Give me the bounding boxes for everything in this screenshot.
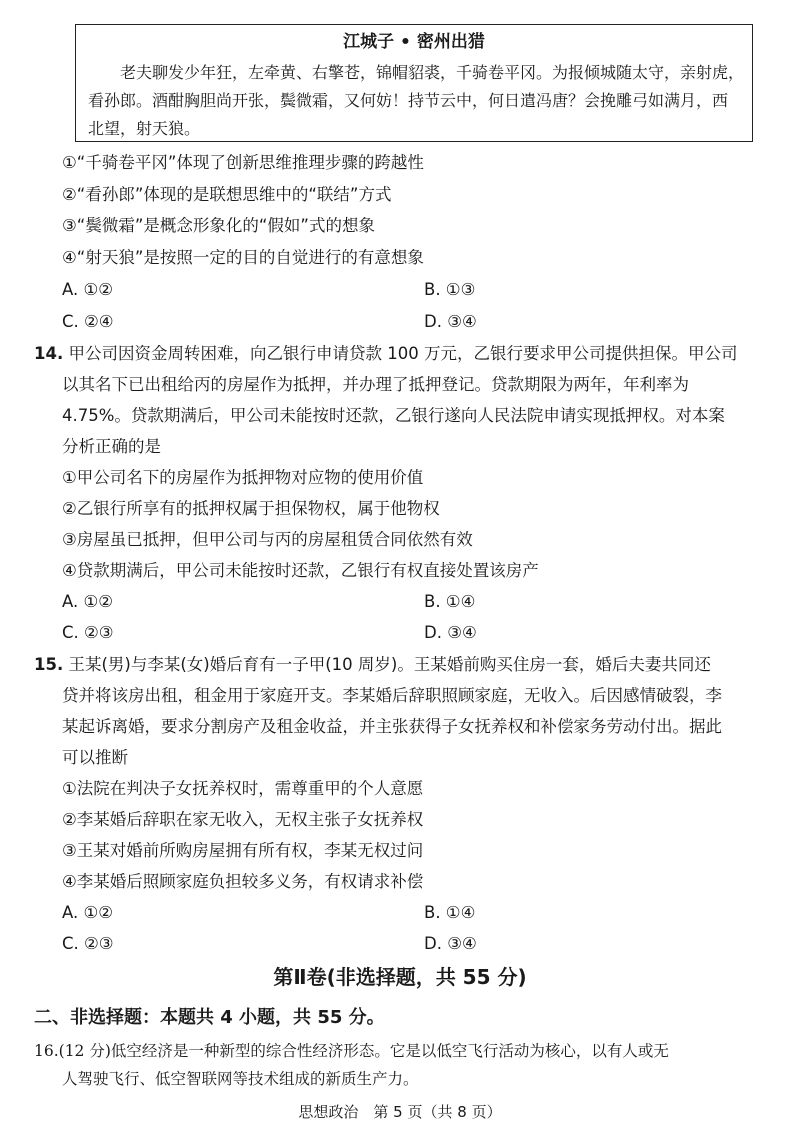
q14-option-a: A. ①② — [62, 592, 114, 611]
poem-title: 江城子 • 密州出猎 — [343, 32, 485, 52]
poem-box — [75, 24, 753, 142]
poem-line: 看孙郎。酒酣胸胆尚开张，鬓微霜，又何妨！持节云中，何日遣冯唐？会挽雕弓如满月，西 — [88, 91, 729, 110]
q15-stem-line1: 王某(男)与李某(女)婚后育有一子甲(10 周岁)。王某婚前购买住房一套，婚后夫妻共同还 — [68, 655, 711, 674]
q14-option-b: B. ①④ — [424, 592, 476, 611]
q13-statement-1: ①“千骑卷平冈”体现了创新思维推理步骤的跨越性 — [62, 153, 424, 172]
q15-statement-3: ③王某对婚前所购房屋拥有所有权，李某无权过问 — [62, 841, 424, 860]
q15-statement-2: ②李某婚后辞职在家无收入，无权主张子女抚养权 — [62, 810, 424, 829]
q14-number: 14. — [34, 344, 64, 363]
q15-stem-line2: 贷并将该房出租，租金用于家庭开支。李某婚后辞职照顾家庭，无收入。后因感情破裂，李 — [62, 686, 722, 705]
q15-stem-line3: 某起诉离婚，要求分割房产及租金收益，并主张获得子女抚养权和补偿家务劳动付出。据此 — [62, 717, 722, 736]
q13-statement-4: ④“射天狼”是按照一定的目的自觉进行的有意想象 — [62, 248, 424, 267]
q15-option-b: B. ①④ — [424, 903, 476, 922]
q15-option-d: D. ③④ — [424, 934, 477, 953]
q15-option-a: A. ①② — [62, 903, 114, 922]
q14-statement-3: ③房屋虽已抵押，但甲公司与丙的房屋租赁合同依然有效 — [62, 530, 473, 549]
q15-stem — [34, 652, 711, 678]
q13-option-c: C. ②④ — [62, 312, 114, 331]
poem-line: 老夫聊发少年狂，左牵黄、右擎苍，锦帽貂裘，千骑卷平冈。为报倾城随太守，亲射虎， — [120, 63, 745, 82]
q14-statement-1: ①甲公司名下的房屋作为抵押物对应物的使用价值 — [62, 468, 424, 487]
q14-statement-4: ④贷款期满后，甲公司未能按时还款，乙银行有权直接处置该房产 — [62, 561, 539, 580]
section-subtitle: 二、非选择题：本题共 4 小题，共 55 分。 — [34, 1007, 385, 1028]
q15-option-c: C. ②③ — [62, 934, 114, 953]
q16-line2: 人驾驶飞行、低空智联网等技术组成的新质生产力。 — [62, 1070, 419, 1088]
q13-option-b: B. ①③ — [424, 280, 476, 299]
section-title: 第Ⅱ卷(非选择题，共 55 分) — [273, 965, 527, 989]
q15-stem-line4: 可以推断 — [62, 748, 128, 767]
q14-option-d: D. ③④ — [424, 623, 477, 642]
q14-stem-line2: 以其名下已出租给丙的房屋作为抵押，并办理了抵押登记。贷款期限为两年，年利率为 — [62, 375, 689, 394]
q14-stem-line4: 分析正确的是 — [62, 437, 161, 456]
q14-option-c: C. ②③ — [62, 623, 114, 642]
q13-statement-2: ②“看孙郎”体现的是联想思维中的“联结”方式 — [62, 185, 392, 204]
q14-statement-2: ②乙银行所享有的抵押权属于担保物权，属于他物权 — [62, 499, 440, 518]
q13-option-a: A. ①② — [62, 280, 114, 299]
q15-number: 15. — [34, 655, 64, 674]
q15-statement-1: ①法院在判决子女抚养权时，需尊重甲的个人意愿 — [62, 779, 424, 798]
page-footer: 思想政治 第 5 页（共 8 页） — [298, 1103, 502, 1121]
q14-stem — [34, 341, 737, 367]
q15-statement-4: ④李某婚后照顾家庭负担较多义务，有权请求补偿 — [62, 872, 424, 891]
poem-line: 北望，射天狼。 — [88, 119, 201, 138]
q14-stem-line1: 甲公司因资金周转困难，向乙银行申请贷款 100 万元，乙银行要求甲公司提供担保。甲公司 — [68, 344, 738, 363]
q14-stem-line3: 4.75%。贷款期满后，甲公司未能按时还款，乙银行遂向人民法院申请实现抵押权。对本案 — [62, 406, 725, 425]
q13-option-d: D. ③④ — [424, 312, 477, 331]
q13-statement-3: ③“鬓微霜”是概念形象化的“假如”式的想象 — [62, 216, 375, 235]
q16-line1: 16.(12 分)低空经济是一种新型的综合性经济形态。它是以低空飞行活动为核心，以有人或无 — [34, 1042, 669, 1060]
